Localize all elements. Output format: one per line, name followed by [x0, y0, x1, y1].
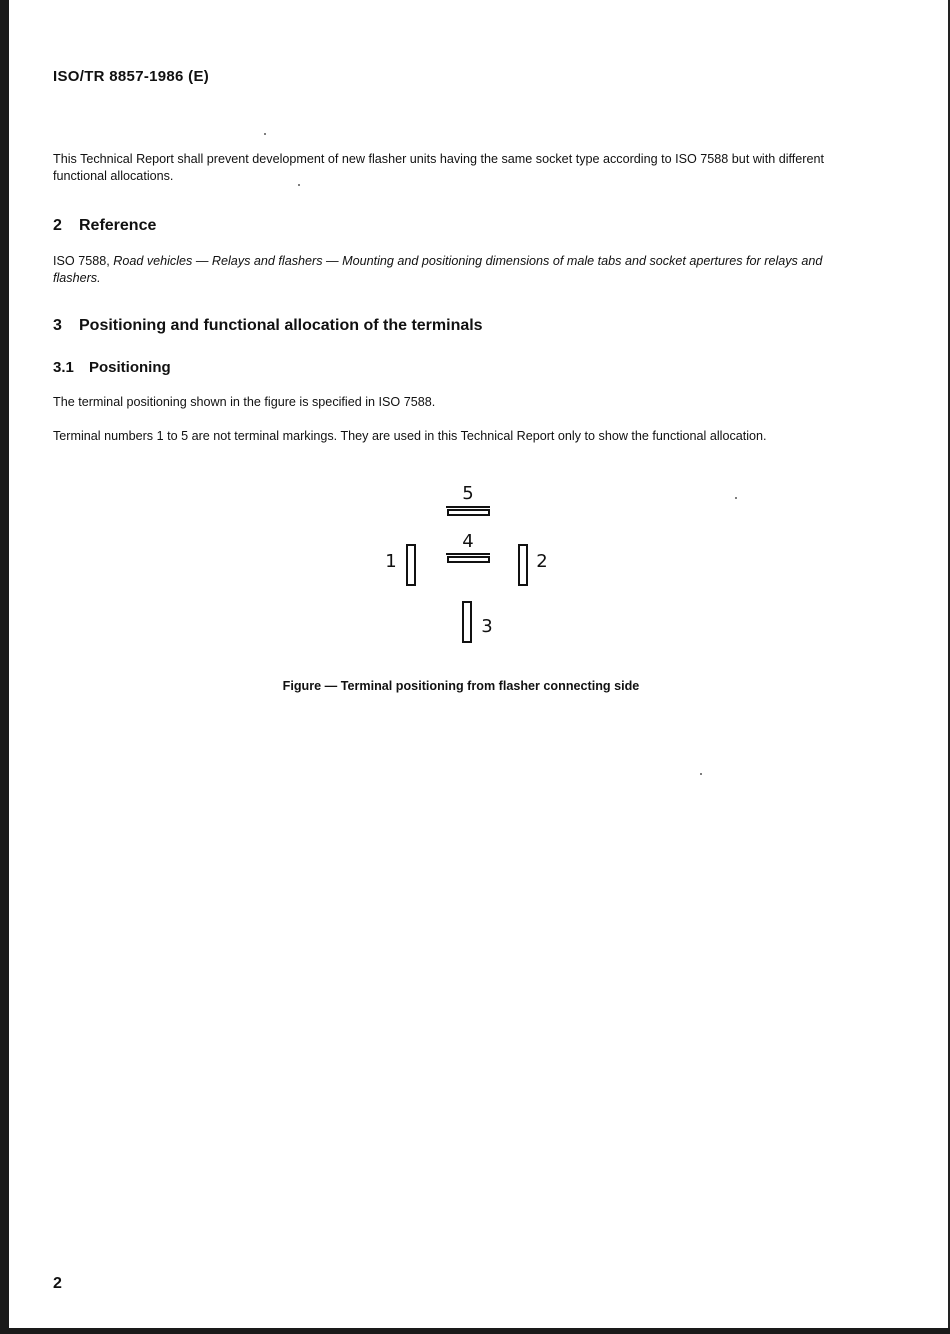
document-header: ISO/TR 8857-1986 (E) [53, 68, 210, 85]
section-title: Reference [79, 217, 157, 234]
section-title: Positioning and functional allocation of the terminals [79, 317, 483, 334]
scan-edge [0, 1328, 950, 1334]
terminal-label-3: 3 [481, 616, 493, 637]
terminal-label-4: 4 [462, 531, 474, 552]
page-number: 2 [53, 1275, 62, 1292]
subsection-number: 3.1 [53, 359, 74, 376]
intro-paragraph: This Technical Report shall prevent development of new flasher units having the same socket type according to ISO 7588 but with different functional allocations. [53, 152, 824, 183]
terminal-1-tab [407, 545, 415, 585]
subsection-heading-positioning [53, 359, 171, 376]
terminal-label-1: 1 [385, 551, 397, 572]
section-heading-reference [53, 217, 156, 235]
section-heading-positioning-allocation [53, 317, 483, 335]
scan-speck [735, 497, 737, 499]
reference-standard: ISO 7588, [53, 254, 114, 268]
terminal-3-tab [463, 602, 471, 642]
reference-paragraph [53, 253, 873, 286]
terminal-positioning-figure [370, 470, 570, 650]
scan-edge [0, 0, 9, 1334]
reference-title: Road vehicles — Relays and flashers — Mounting and positioning dimensions of male tabs and socket apertures for relays and flashers. [53, 254, 823, 285]
section-number: 2 [53, 217, 62, 234]
terminal-label-2: 2 [536, 551, 548, 572]
terminal-label-5: 5 [462, 483, 474, 504]
scan-speck [264, 133, 266, 135]
terminal-5-tab [448, 510, 489, 515]
positioning-paragraph: The terminal positioning shown in the figure is specified in ISO 7588. [53, 395, 436, 409]
terminal-2-tab [519, 545, 527, 585]
scan-speck [700, 773, 702, 775]
figure-caption: Figure — Terminal positioning from flasher connecting side [282, 679, 640, 693]
subsection-title: Positioning [89, 359, 171, 376]
terminal-numbers-paragraph: Terminal numbers 1 to 5 are not terminal markings. They are used in this Technical Report only to show the functional allocation. [53, 429, 767, 443]
section-number: 3 [53, 317, 62, 334]
scan-speck [298, 184, 300, 186]
terminal-4-tab [448, 557, 489, 562]
